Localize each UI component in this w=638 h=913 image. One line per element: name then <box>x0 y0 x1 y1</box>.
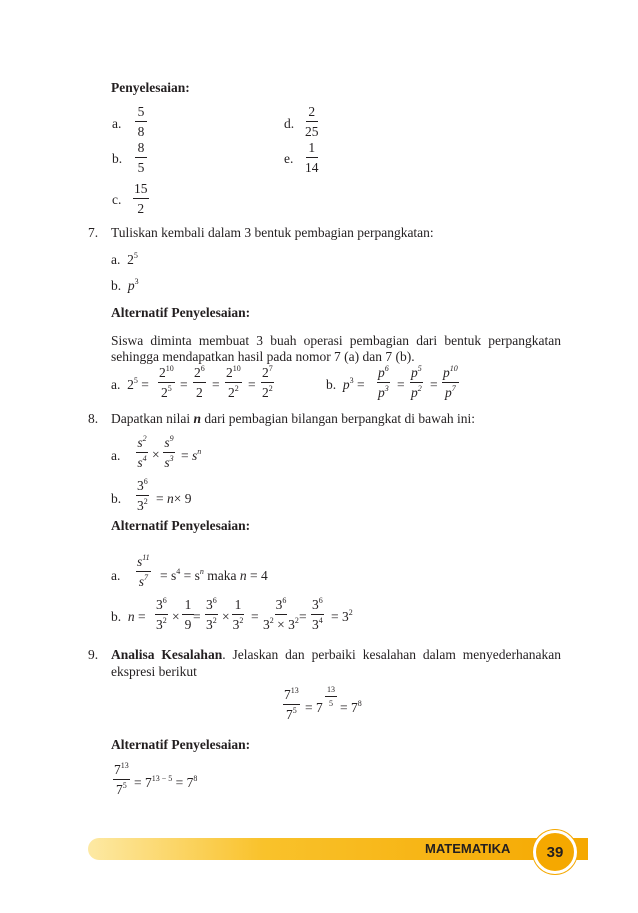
question-number: 8. <box>88 411 99 426</box>
section-title: Penyelesaian: <box>111 80 190 95</box>
fraction: $\frac{s^9}{s^3}$ <box>164 434 174 470</box>
fraction: $\frac{5}{8}$ <box>135 105 147 138</box>
equals-sign: = <box>251 609 259 624</box>
fraction: $\frac{1}{9}$ <box>182 598 194 631</box>
exponent-fraction: $\frac{13}{5}$ <box>327 685 335 708</box>
answer-label: b. <box>112 151 123 166</box>
fraction: $\frac{3^6}{3^2}$ <box>137 477 148 513</box>
fraction: $\frac{3^6}{3^2}$ <box>206 596 217 632</box>
footer-bar <box>88 838 588 860</box>
answer-label: b. $p^3$ = <box>326 376 365 392</box>
answer-label: e. <box>284 151 294 166</box>
fraction: $\frac{s^{11}}{s^7}$ <box>137 553 150 589</box>
section-title: Alternatif Penyelesaian: <box>111 305 251 320</box>
answer-label: a. $2^5$ = <box>111 376 149 392</box>
section-title: Alternatif Penyelesaian: <box>111 518 251 533</box>
equals-sign: = <box>430 377 438 392</box>
fraction: $\frac{2^{10}}{2^5}$ <box>159 364 174 400</box>
question-text: Tuliskan kembali dalam 3 bentuk pembagian perpangkatan: <box>111 225 434 240</box>
fraction: $\frac{s^2}{s^4}$ <box>137 434 147 470</box>
answer-label: b. <box>111 491 122 506</box>
question-number: 7. <box>88 225 99 240</box>
footer-subject: MATEMATIKA <box>425 841 511 856</box>
answer-label: a. <box>112 116 122 131</box>
equation-rhs: = 7 <box>305 700 323 715</box>
equation-rhs: = $s^4 = s^n$ maka n = 4 <box>160 567 268 583</box>
times-sign: × <box>222 609 230 624</box>
fraction: $\frac{1}{14}$ <box>305 140 319 175</box>
fraction: $\frac{7^{13}}{7^5}$ <box>284 686 299 722</box>
paragraph-line: Siswa diminta membuat 3 buah operasi pembagian dari bentuk perpangkatan <box>111 333 561 348</box>
page-number: 39 <box>533 830 577 874</box>
fraction: $\frac{1}{3^2}$ <box>232 597 244 632</box>
fraction: $\frac{8}{5}$ <box>135 141 147 174</box>
equation-rhs: = $s^n$ <box>181 447 202 463</box>
fraction: $\frac{15}{2}$ <box>134 181 148 216</box>
fraction: $\frac{2}{25}$ <box>305 104 319 139</box>
fraction: $\frac{3^6}{3^4}$ <box>312 596 323 632</box>
fraction: $\frac{p^{10}}{p^7}$ <box>443 364 458 400</box>
answer-label: c. <box>112 192 122 207</box>
equation-rhs: = n× 9 <box>156 491 192 506</box>
fraction: $\frac{2^7}{2^2}$ <box>262 364 273 400</box>
answer-label: d. <box>284 116 295 131</box>
paragraph-line: sehingga mendapatkan hasil pada nomor 7 (a) dan 7 (b). <box>111 349 415 364</box>
answer-label: b. n = <box>111 609 146 624</box>
equals-sign: = <box>193 609 201 624</box>
fraction: $\frac{p^5}{p^2}$ <box>411 364 422 400</box>
equals-sign: = <box>180 377 188 392</box>
fraction: $\frac{2^6}{2}$ <box>194 364 205 400</box>
equals-sign: = <box>212 377 220 392</box>
equals-sign: = <box>299 609 307 624</box>
fraction: $\frac{2^{10}}{2^2}$ <box>226 364 241 400</box>
question-text: Analisa Kesalahan. Jelaskan dan perbaiki kesalahan dalam menyederhanakan <box>111 647 561 662</box>
fraction: $\frac{3^6}{3^2}$ <box>156 596 167 632</box>
times-sign: × <box>172 609 180 624</box>
section-title: Alternatif Penyelesaian: <box>111 737 251 752</box>
equation-rhs: = $7^{13 - 5} = 7^8$ <box>134 774 198 790</box>
question-number: 9. <box>88 647 99 662</box>
equals-sign: = <box>248 377 256 392</box>
equation-rhs: = $7^8$ <box>340 699 362 715</box>
answer-label: a. <box>111 448 121 463</box>
question-text: Dapatkan nilai n dari pembagian bilangan berpangkat di bawah ini: <box>111 411 476 426</box>
equation-rhs: = $3^2$ <box>331 608 353 624</box>
fraction: $\frac{p^6}{p^3}$ <box>378 364 389 400</box>
question-text: ekspresi berikut <box>111 664 197 679</box>
sub-question: b. $p^3$ <box>111 277 139 293</box>
times-sign: × <box>152 447 160 462</box>
sub-question: a. $2^5$ <box>111 251 138 267</box>
fraction: $\frac{3^6}{3^2 \times 3^2}$ <box>263 596 299 632</box>
fraction: $\frac{7^{13}}{7^5}$ <box>114 761 129 797</box>
answer-label: a. <box>111 568 121 583</box>
equals-sign: = <box>397 377 405 392</box>
